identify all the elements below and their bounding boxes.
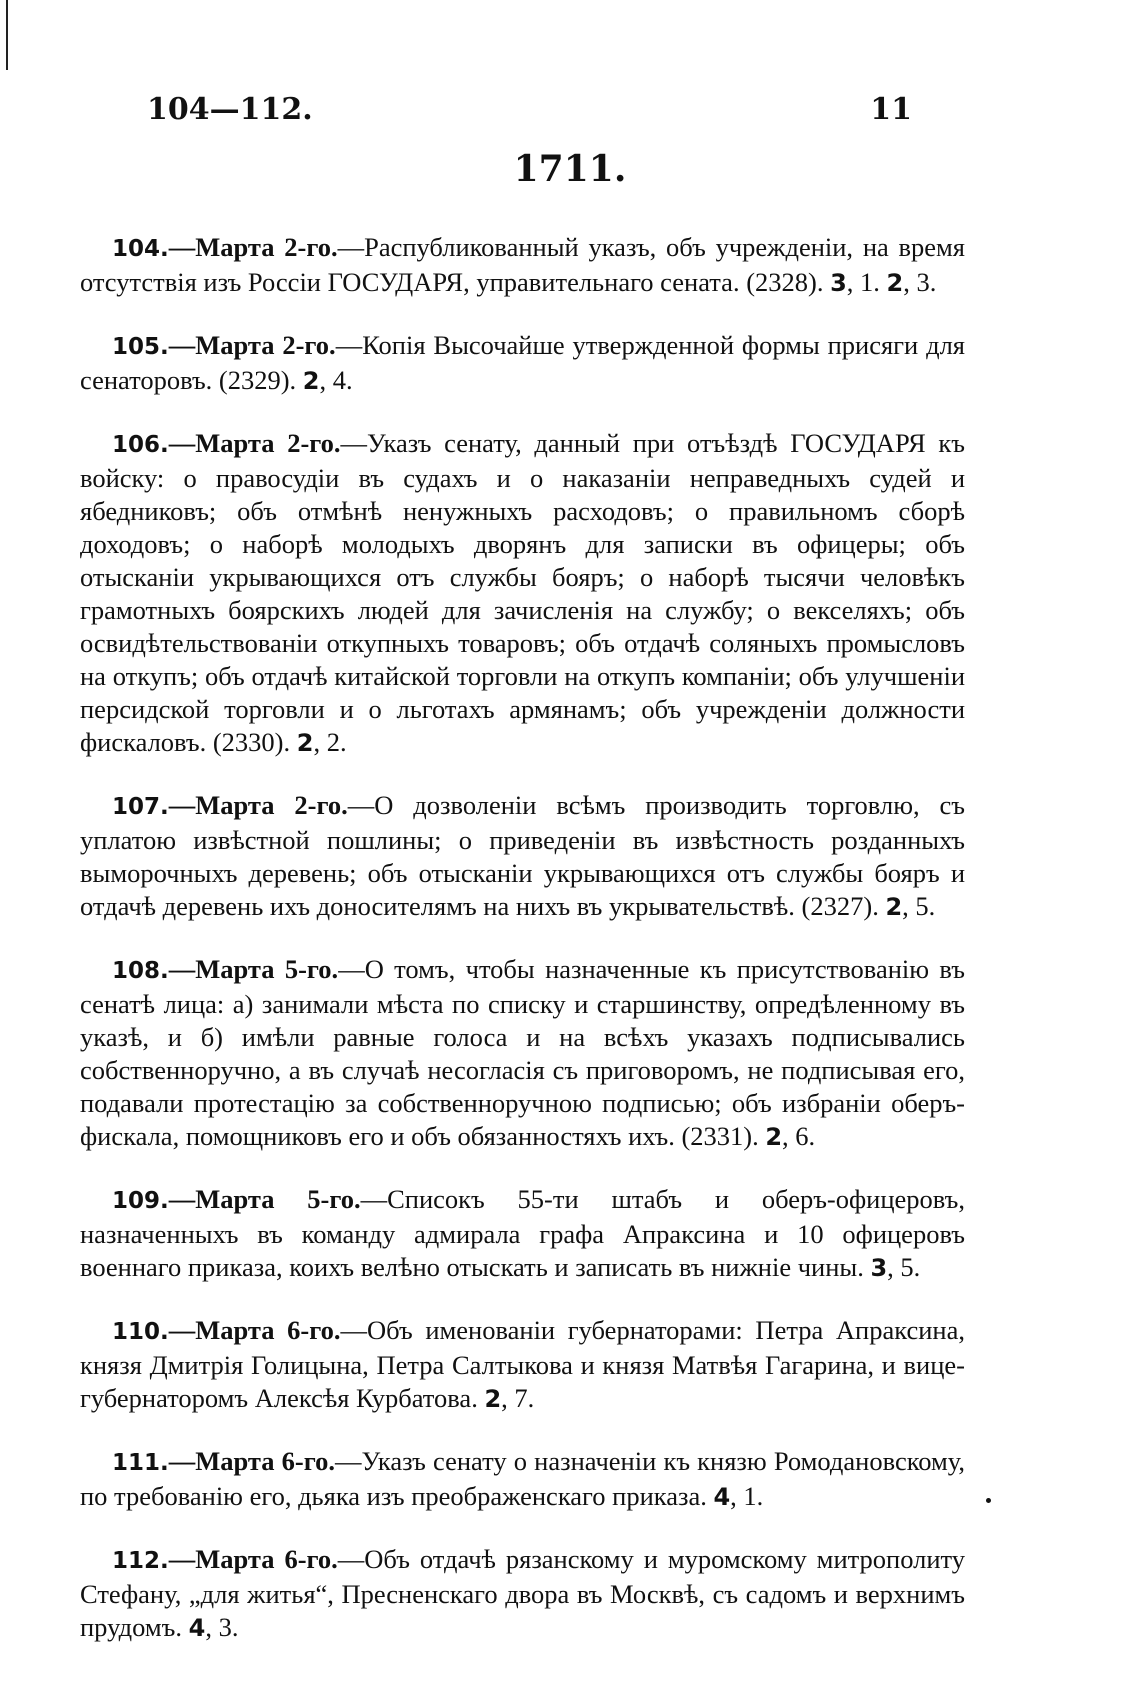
entry-range-header: 104—112. — [147, 92, 313, 127]
volume-ref: 2 — [765, 1122, 783, 1151]
entry-number: 105. — [112, 333, 169, 360]
entry-text: —Указъ сенату, данный при отъѣздѣ ГОСУДАРЯ къ войску: о правосудіи въ судахъ и о наказаніи неправедныхъ судей и ябедниковъ; объ отмѣнѣ ненужныхъ расходовъ; о правильномъ сборѣ доходовъ; о наборѣ молодыхъ дворянъ для записки въ офицеры; объ отысканіи укрывающихся отъ службы бояръ; о наборѣ тысячи человѣкъ грамотныхъ боярскихъ людей для зачисленія на службу; о векселяхъ; объ освидѣтельствованіи откупныхъ товаровъ; объ отдачѣ соляныхъ промысловъ на откупъ; объ отдачѣ китайской торговли на откупъ компаніи; объ улучшеніи персидской торговли и о льготахъ армянамъ; объ учрежденіи должности фискаловъ. (2330). — [80, 427, 965, 757]
entry-text: —О томъ, чтобы назначенные къ присутствованію въ сенатѣ лица: а) занимали мѣста по списку и старшинству, опредѣленному въ указѣ, и б) имѣли равные голоса и на всѣхъ указахъ подписывались собственноручно, а въ случаѣ несогласія съ приговоромъ, не подписывая его, подавали протестацію за собственноручною подписью; объ избраніи оберъ-фискала, помощниковъ его и объ обязанностяхъ ихъ. (2331). — [80, 953, 965, 1151]
entry-text: —Объ отдачѣ рязанскому и муромскому митрополиту Стефану, „для житья“, Пресненскаго двора въ Москвѣ, съ садомъ и верхнимъ прудомъ. — [80, 1543, 965, 1642]
volume-ref: 2 — [296, 728, 314, 757]
volume-ref: 2 — [885, 892, 903, 921]
entry-text: —Списокъ 55-ти штабъ и оберъ-офицеровъ, назначенныхъ въ команду адмирала графа Апраксина и 10 офицеровъ военнаго приказа, коихъ велѣно отыскать и записать въ нижніе чины. — [80, 1183, 965, 1282]
entry-104 — [80, 231, 965, 300]
page-ref: , 7. — [501, 1382, 535, 1413]
entry-text: —Объ именованіи губернаторами: Петра Апраксина, князя Дмитрія Голицына, Петра Салтыкова и князя Матвѣя Гагарина, и вице-губернаторомъ Алексѣя Курбатова. — [80, 1314, 965, 1413]
entry-107 — [80, 789, 965, 924]
entry-date: —Марта 2-го. — [168, 427, 341, 458]
page-ref-2: , 3. — [903, 266, 937, 297]
entry-number: 107. — [112, 793, 169, 820]
ink-speck — [986, 1498, 991, 1503]
volume-ref: 3 — [830, 268, 847, 297]
entry-number: 111. — [112, 1449, 169, 1476]
entry-text: —О дозволеніи всѣмъ производить торговлю, съ уплатою извѣстной пошлины; о приведеніи въ извѣстность розданныхъ выморочныхъ деревень; объ отысканіи укрывающихся отъ службы бояръ и отдачѣ деревень ихъ доносителямъ на нихъ въ укрывательствѣ. (2327). — [80, 789, 965, 921]
volume-ref: 3 — [870, 1253, 888, 1282]
entry-text: —Указъ сенату о назначеніи къ князю Ромодановскому, по требованію его, дьяка изъ преображенскаго приказа. — [80, 1445, 965, 1511]
page-ref: , 5. — [887, 1251, 921, 1282]
entry-date: —Марта 2-го. — [168, 789, 348, 820]
page-ref: , 4. — [319, 364, 353, 395]
entry-date: —Марта 6-го. — [168, 1445, 335, 1476]
entry-text: —Распубликованный указъ, объ учрежденіи, на время отсутствія изъ Россіи ГОСУДАРЯ, управительнаго сената. (2328). — [80, 231, 965, 297]
year-heading: 1711. — [513, 148, 627, 190]
entry-110 — [80, 1314, 965, 1416]
entry-date: —Марта 6-го. — [168, 1314, 341, 1345]
page-ref: , 1. — [846, 266, 887, 297]
entry-date: —Марта 6-го. — [168, 1543, 338, 1574]
volume-ref: 4 — [713, 1482, 731, 1511]
entry-105 — [80, 329, 965, 398]
entry-number: 109. — [112, 1187, 169, 1214]
entries-list — [80, 204, 965, 1674]
entry-date: —Марта 5-го. — [168, 1183, 361, 1214]
entry-number: 110. — [112, 1318, 169, 1345]
page-number: 11 — [870, 92, 912, 127]
volume-ref: 2 — [302, 366, 320, 395]
entry-text: —Копія Высочайше утвержденной формы присяги для сенаторовъ. (2329). — [80, 329, 965, 395]
entry-111 — [80, 1445, 965, 1514]
page-ref: , 2. — [313, 726, 347, 757]
volume-ref-2: 2 — [886, 268, 904, 297]
page-ref: , 5. — [902, 890, 936, 921]
entry-108 — [80, 953, 965, 1154]
entry-date: —Марта 2-го. — [168, 231, 338, 262]
page-ref: , 3. — [205, 1611, 239, 1642]
volume-ref: 2 — [484, 1384, 502, 1413]
entry-date: —Марта 5-го. — [168, 953, 339, 984]
entry-number: 104. — [112, 235, 169, 262]
entry-106 — [80, 427, 965, 760]
page-ref: , 1. — [730, 1480, 764, 1511]
entry-109 — [80, 1183, 965, 1285]
entry-number: 112. — [112, 1547, 169, 1574]
entry-date: —Марта 2-го. — [168, 329, 336, 360]
volume-ref: 4 — [188, 1613, 206, 1642]
page-ref: , 6. — [782, 1120, 816, 1151]
entry-number: 106. — [112, 431, 169, 458]
entry-112 — [80, 1543, 965, 1645]
page-edge-line — [6, 0, 8, 70]
entry-number: 108. — [112, 957, 169, 984]
